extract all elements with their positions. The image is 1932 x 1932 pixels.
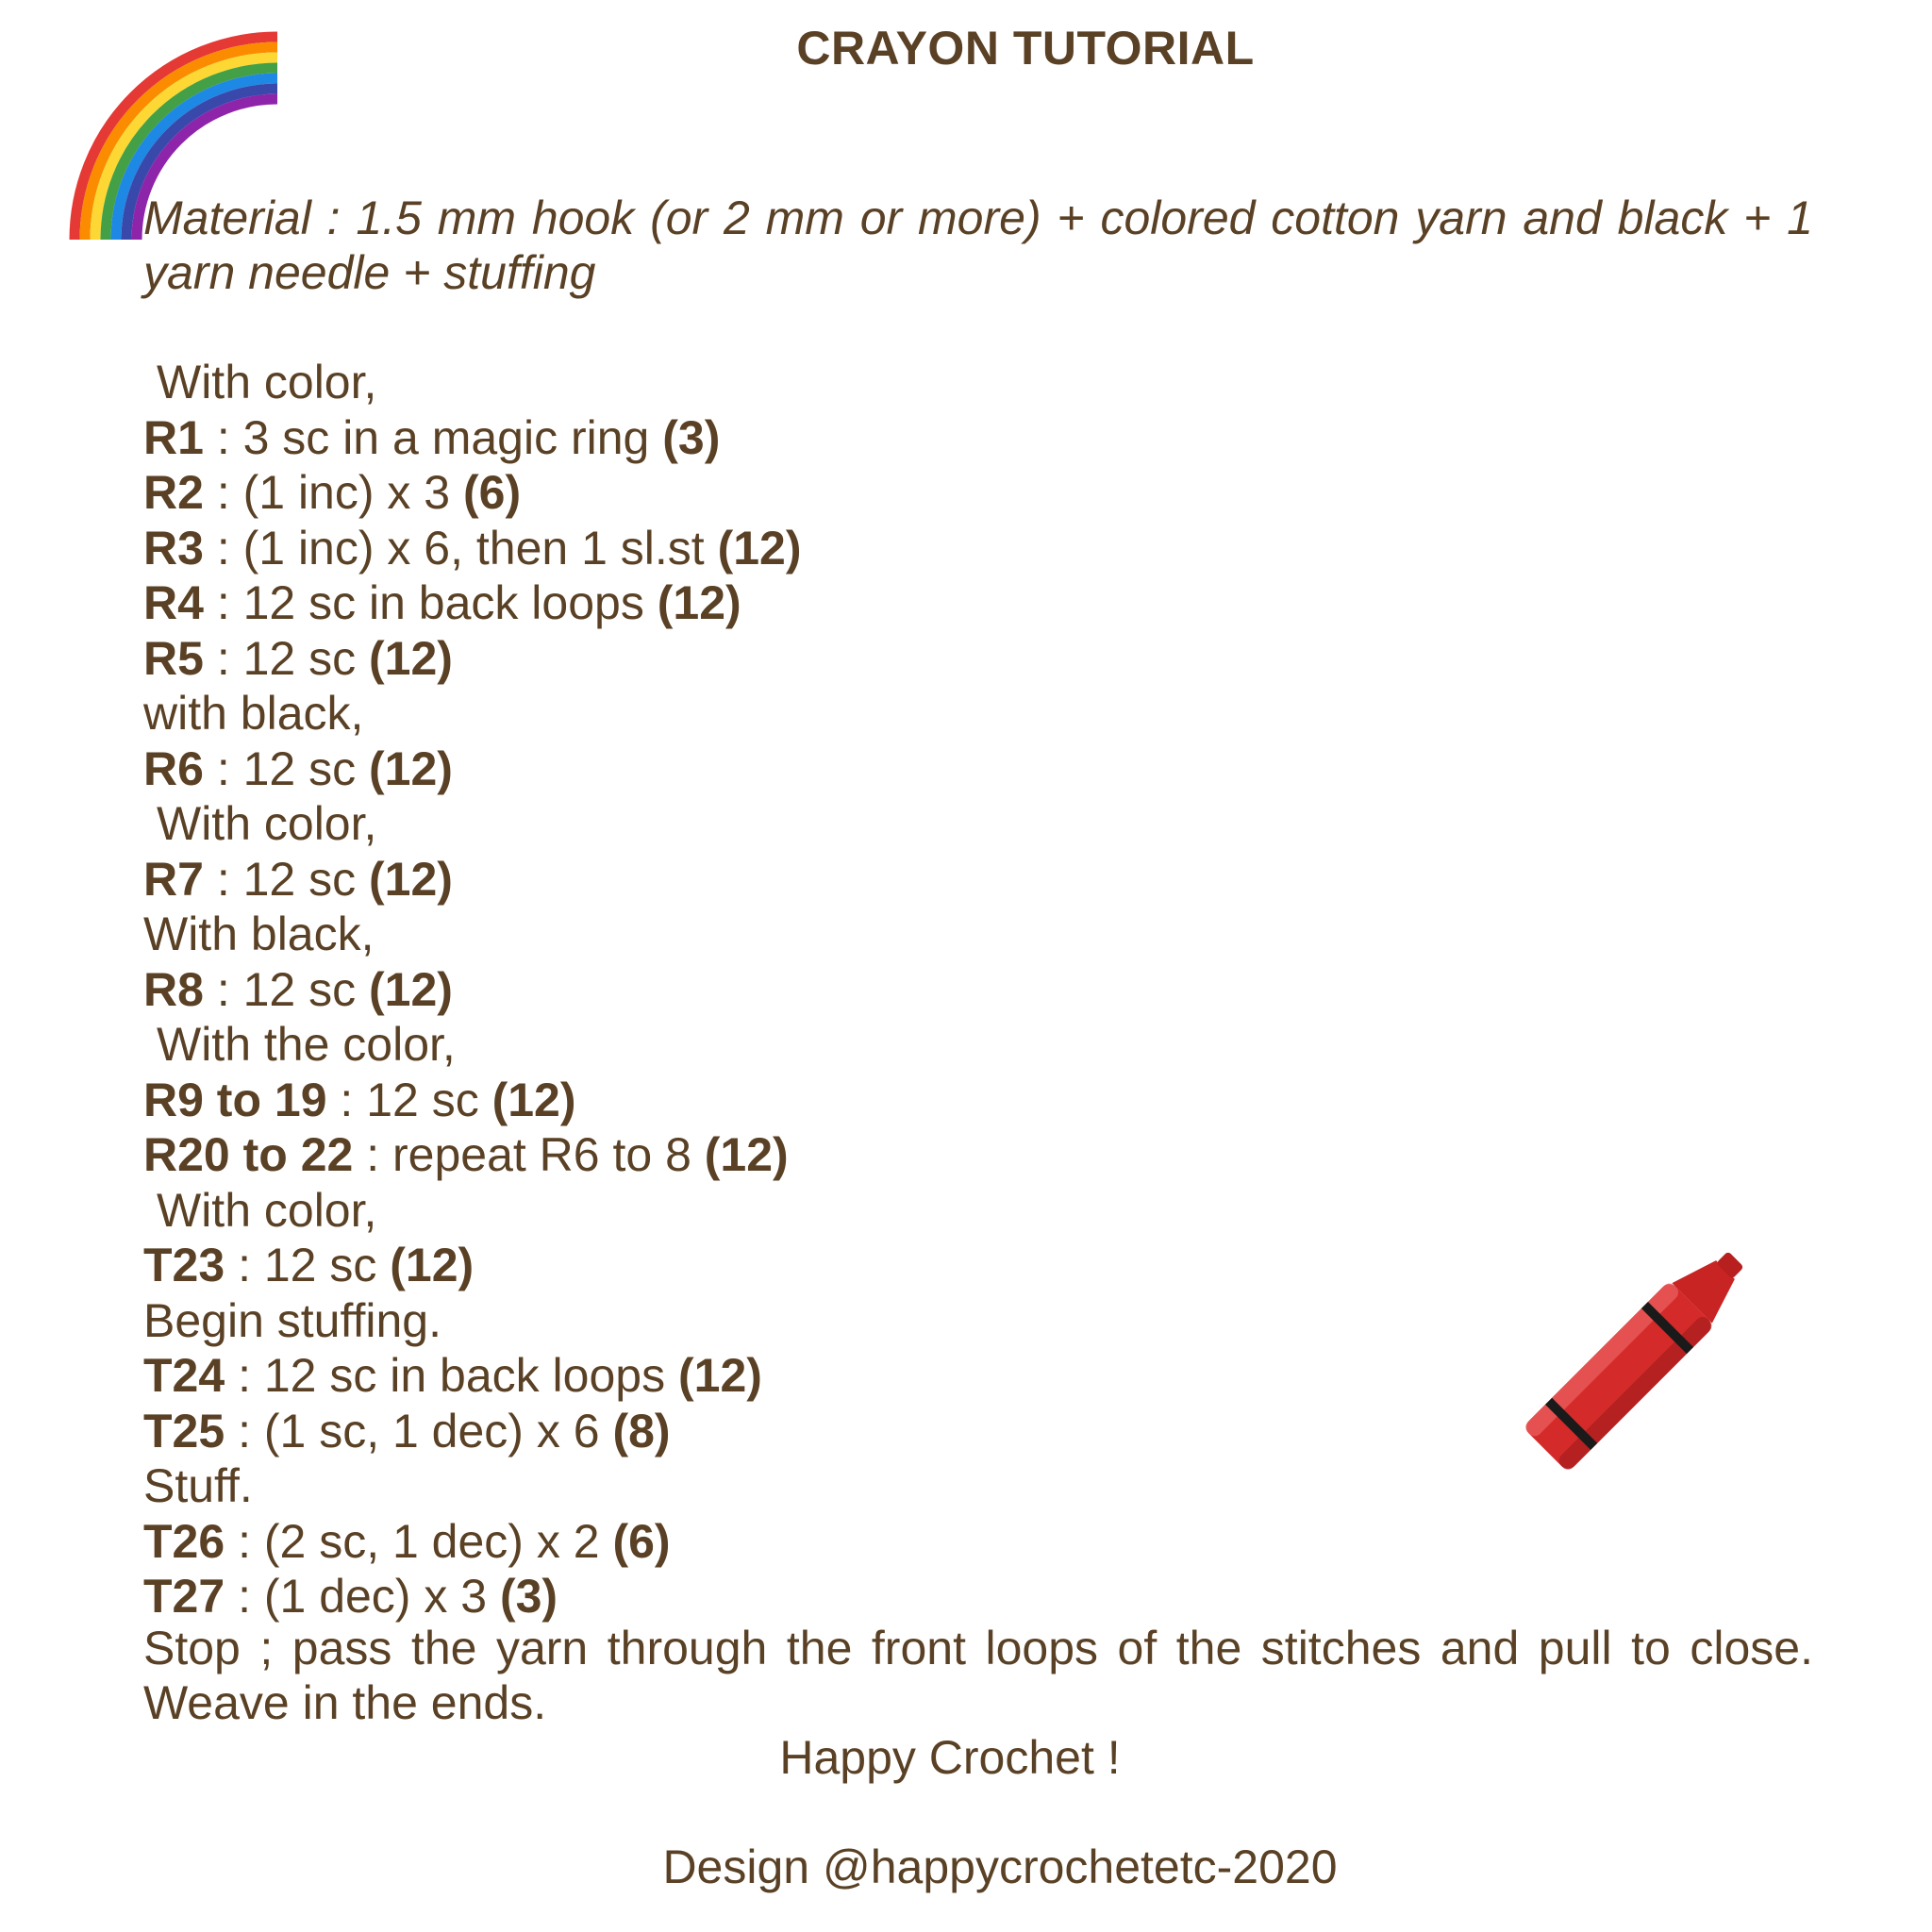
step-row — [143, 1073, 1813, 1128]
stitch-count: (12) — [369, 631, 453, 685]
step-text: : 12 sc — [203, 741, 369, 795]
step-row — [143, 1127, 1813, 1183]
step-text: Begin stuffing. — [143, 1293, 441, 1347]
step-label: T25 — [143, 1404, 225, 1457]
stitch-count: (8) — [612, 1404, 671, 1457]
step-row — [143, 1569, 1813, 1624]
step-text: : 12 sc — [203, 852, 369, 906]
stitch-count: (12) — [717, 521, 802, 575]
stitch-count: (6) — [612, 1514, 671, 1568]
step-text: with black, — [143, 687, 364, 740]
step-label: T27 — [143, 1570, 225, 1623]
step-note — [143, 686, 1813, 741]
step-label: R9 to 19 — [143, 1073, 327, 1126]
step-text: : 12 sc in back loops — [225, 1349, 678, 1402]
step-label: T26 — [143, 1514, 225, 1568]
design-credit: Design @happycrochetetc-2020 — [662, 1840, 1338, 1893]
stitch-count: (12) — [657, 576, 741, 629]
step-text: With color, — [157, 797, 377, 850]
step-label: R2 — [143, 466, 204, 519]
step-label: R7 — [143, 852, 204, 906]
step-text: : (1 sc, 1 dec) x 6 — [225, 1404, 613, 1457]
step-text: : (1 inc) x 6, then 1 sl.st — [203, 521, 718, 575]
step-text: With black, — [143, 908, 375, 960]
step-label: R4 — [143, 576, 204, 629]
stitch-count: (3) — [499, 1570, 558, 1623]
step-label: R5 — [143, 631, 204, 685]
material-list: Material : 1.5 mm hook (or 2 mm or more) + colored cotton yarn and black + 1 yarn needle + stuffing — [143, 192, 1813, 299]
step-text: : repeat R6 to 8 — [353, 1128, 705, 1181]
step-note — [143, 1017, 1813, 1073]
closing-instructions: Stop ; pass the yarn through the front loops of the stitches and pull to close. Weave in the ends. — [143, 1622, 1813, 1729]
step-row — [143, 852, 1813, 908]
step-label: T24 — [143, 1349, 225, 1402]
step-row — [143, 741, 1813, 797]
step-note — [143, 355, 1813, 410]
happy-crochet-text: Happy Crochet ! — [779, 1731, 1121, 1784]
step-text: : (1 inc) x 3 — [203, 466, 463, 519]
step-note — [143, 796, 1813, 852]
step-text: With the color, — [157, 1018, 456, 1071]
step-label: R6 — [143, 741, 204, 795]
stitch-count: (6) — [463, 466, 522, 519]
page-title: CRAYON TUTORIAL — [796, 22, 1255, 75]
step-label: R8 — [143, 962, 204, 1016]
step-note — [143, 1183, 1813, 1239]
step-label: R3 — [143, 521, 204, 575]
step-text: With color, — [157, 1183, 377, 1237]
step-row — [143, 521, 1813, 576]
step-text: : 12 sc — [225, 1239, 391, 1291]
step-text: With color, — [157, 356, 377, 408]
step-note — [143, 907, 1813, 962]
stitch-count: (12) — [390, 1239, 475, 1291]
stitch-count: (12) — [369, 962, 453, 1016]
step-text: : 12 sc — [203, 962, 369, 1016]
step-text: : (1 dec) x 3 — [225, 1570, 500, 1623]
step-row — [143, 962, 1813, 1018]
step-row — [143, 1514, 1813, 1570]
crayon-icon — [1500, 1236, 1764, 1491]
step-row — [143, 465, 1813, 521]
stitch-count: (3) — [662, 410, 721, 464]
step-label: R20 to 22 — [143, 1128, 354, 1181]
step-label: R1 — [143, 410, 204, 464]
step-text: Stuff. — [143, 1459, 253, 1512]
step-row — [143, 410, 1813, 466]
step-label: T23 — [143, 1239, 225, 1291]
step-text: : 12 sc in back loops — [203, 576, 658, 629]
step-text: : 12 sc — [203, 631, 369, 685]
stitch-count: (12) — [369, 852, 453, 906]
stitch-count: (12) — [369, 741, 453, 795]
step-text: : 12 sc — [326, 1073, 492, 1126]
step-text: : (2 sc, 1 dec) x 2 — [225, 1514, 613, 1568]
step-row — [143, 575, 1813, 631]
step-text: : 3 sc in a magic ring — [203, 410, 663, 464]
stitch-count: (12) — [491, 1073, 576, 1126]
step-row — [143, 631, 1813, 687]
stitch-count: (12) — [677, 1349, 762, 1402]
stitch-count: (12) — [704, 1128, 789, 1181]
